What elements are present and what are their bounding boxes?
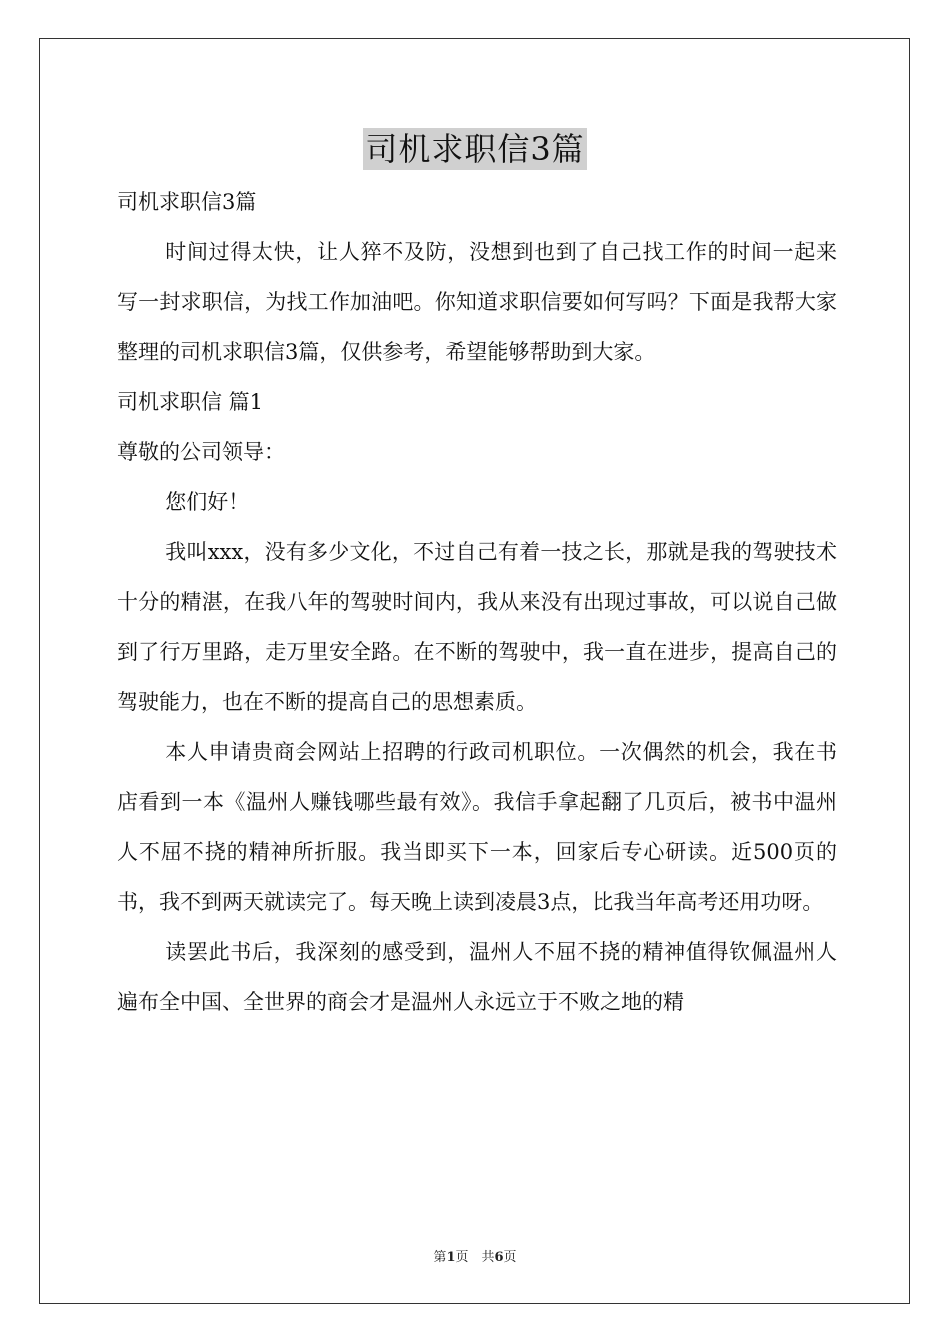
paragraph: 读罢此书后，我深刻的感受到，温州人不屈不挠的精神值得钦佩温州人遍布全中国、全世界的商会才是温州人永远立于不败之地的精 (117, 940, 837, 1014)
footer-mid: 页 共 (455, 1250, 495, 1265)
page-total: 6 (494, 1250, 504, 1265)
title-container (0, 128, 950, 170)
page-footer (0, 1246, 950, 1265)
page-number: 1 (446, 1250, 456, 1265)
footer-prefix: 第 (433, 1250, 447, 1265)
paragraph: 司机求职信3篇 (117, 190, 257, 214)
footer-suffix: 页 (503, 1250, 517, 1265)
greeting: 您们好！ (165, 490, 250, 514)
document-title: 司机求职信3篇 (365, 130, 585, 168)
document-body (117, 177, 837, 1027)
salutation: 尊敬的公司领导： (117, 440, 285, 464)
paragraph: 本人申请贵商会网站上招聘的行政司机职位。一次偶然的机会，我在书店看到一本《温州人赚钱哪些最有效》。我信手拿起翻了几页后，被书中温州人不屈不挠的精神所折服。我当即买下一本，回家后专心研读。近500页的书，我不到两天就读完了。每天晚上读到凌晨3点，比我当年高考还用功呀。 (117, 740, 837, 914)
paragraph: 我叫xxx，没有多少文化，不过自己有着一技之长，那就是我的驾驶技术十分的精湛，在我八年的驾驶时间内，我从来没有出现过事故，可以说自己做到了行万里路，走万里安全路。在不断的驾驶中，我一直在进步，提高自己的驾驶能力，也在不断的提高自己的思想素质。 (117, 540, 837, 714)
section-heading: 司机求职信 篇1 (117, 390, 264, 414)
paragraph: 时间过得太快，让人猝不及防，没想到也到了自己找工作的时间一起来写一封求职信，为找工作加油吧。你知道求职信要如何写吗？下面是我帮大家整理的司机求职信3篇，仅供参考，希望能够帮助到大家。 (117, 240, 837, 364)
